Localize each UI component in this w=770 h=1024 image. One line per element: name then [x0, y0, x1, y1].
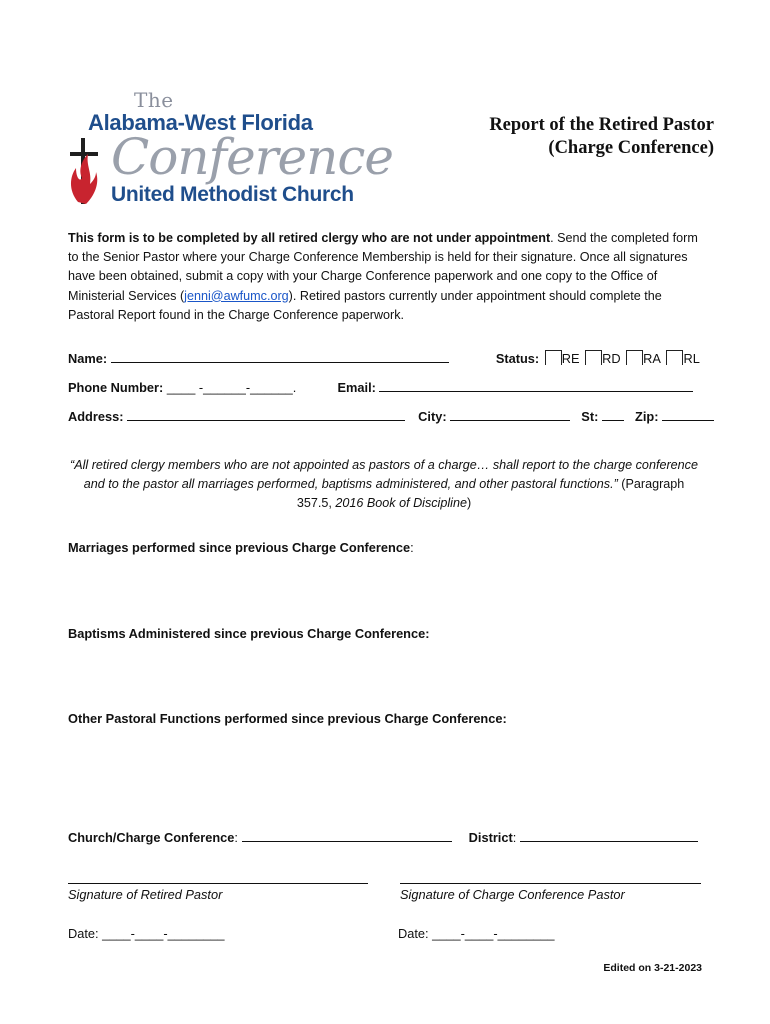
- charge-signature-label: Signature of Charge Conference Pastor: [400, 887, 625, 902]
- phone-label: Phone Number:: [68, 380, 164, 395]
- intro-text1: . Send the completed form to the Senior Pastor where your Charge Conference Membership is held for their signature. Once all signatures have been obtained, submit a copy with your Charge Conference paperwork and one copy to the Office of Ministerial Services (: [68, 231, 698, 303]
- marriages-heading: Marriages performed since previous Charge Conference:: [68, 540, 414, 555]
- conference-logo: [68, 88, 393, 213]
- quote-citation-book: 2016 Book of Discipline: [335, 496, 467, 510]
- discipline-quote: [68, 456, 700, 513]
- charge-signature-line[interactable]: [400, 883, 701, 884]
- cross-and-flame-icon: [68, 132, 108, 208]
- quote-citation-pre: (Paragraph 357.5,: [296, 477, 685, 510]
- baptisms-heading: Baptisms Administered since previous Charge Conference:: [68, 626, 430, 641]
- logo-line2: Conference: [111, 128, 393, 186]
- charge-date-field[interactable]: Date: ____-____-________: [398, 926, 555, 941]
- name-field[interactable]: [111, 350, 449, 363]
- status-re-checkbox[interactable]: [545, 350, 562, 365]
- status-ra-checkbox[interactable]: [626, 350, 643, 365]
- name-label: Name:: [68, 351, 108, 366]
- church-label: Church/Charge Conference: [68, 830, 235, 845]
- status-ra-label: RA: [643, 351, 661, 366]
- status-label: Status:: [495, 351, 540, 366]
- email-label: Email:: [337, 380, 376, 395]
- address-row: [68, 408, 704, 424]
- email-link[interactable]: jenni@awfumc.org: [184, 288, 289, 303]
- logo-the: The: [134, 88, 174, 112]
- logo-line3: United Methodist Church: [111, 183, 354, 206]
- email-field[interactable]: [379, 379, 693, 392]
- state-label: St:: [581, 409, 599, 424]
- church-district-row: Church/Charge Conference: District:: [68, 829, 704, 845]
- address-field[interactable]: [127, 408, 405, 421]
- phone-email-row: [68, 379, 704, 395]
- status-re-label: RE: [561, 351, 580, 366]
- state-field[interactable]: [602, 408, 624, 421]
- phone-field[interactable]: ____ -______-______.: [166, 380, 297, 395]
- status-rl-label: RL: [683, 351, 700, 366]
- district-field[interactable]: [520, 829, 698, 842]
- edited-date: Edited on 3-21-2023: [603, 962, 702, 974]
- retired-date-field[interactable]: Date: ____-____-________: [68, 926, 225, 941]
- city-field[interactable]: [450, 408, 570, 421]
- retired-signature-line[interactable]: [68, 883, 368, 884]
- status-rd-checkbox[interactable]: [585, 350, 602, 365]
- address-label: Address:: [68, 409, 124, 424]
- quote-text: “All retired clergy members who are not appointed as pastors of a charge… shall report to the charge conference and to the pastor all marriages performed, baptisms administered, and other pastoral functions.”: [70, 458, 698, 491]
- city-label: City:: [418, 409, 447, 424]
- title-line2: (Charge Conference): [548, 138, 714, 158]
- title-line1: Report of the Retired Pastor: [489, 115, 714, 135]
- intro-bold: This form is to be completed by all retired clergy who are not under appointment: [68, 231, 551, 245]
- logo-line1: Alabama-West Florida: [88, 110, 313, 135]
- church-field[interactable]: [242, 829, 452, 842]
- district-label: District: [468, 830, 513, 845]
- page-title: [489, 114, 714, 160]
- intro-text2: ). Retired pastors currently under appointment should complete the Pastoral Report found in the Charge Conference paperwork.: [68, 288, 662, 322]
- intro-paragraph: [68, 229, 708, 325]
- status-rl-checkbox[interactable]: [666, 350, 683, 365]
- other-functions-heading: Other Pastoral Functions performed since previous Charge Conference:: [68, 711, 507, 726]
- zip-label: Zip:: [635, 409, 659, 424]
- marriages-label: Marriages performed since previous Charge Conference: [68, 540, 411, 555]
- quote-citation-post: ): [466, 496, 472, 510]
- status-rd-label: RD: [602, 351, 621, 366]
- retired-signature-label: Signature of Retired Pastor: [68, 887, 223, 902]
- name-status-row: [68, 350, 704, 366]
- zip-field[interactable]: [662, 408, 714, 421]
